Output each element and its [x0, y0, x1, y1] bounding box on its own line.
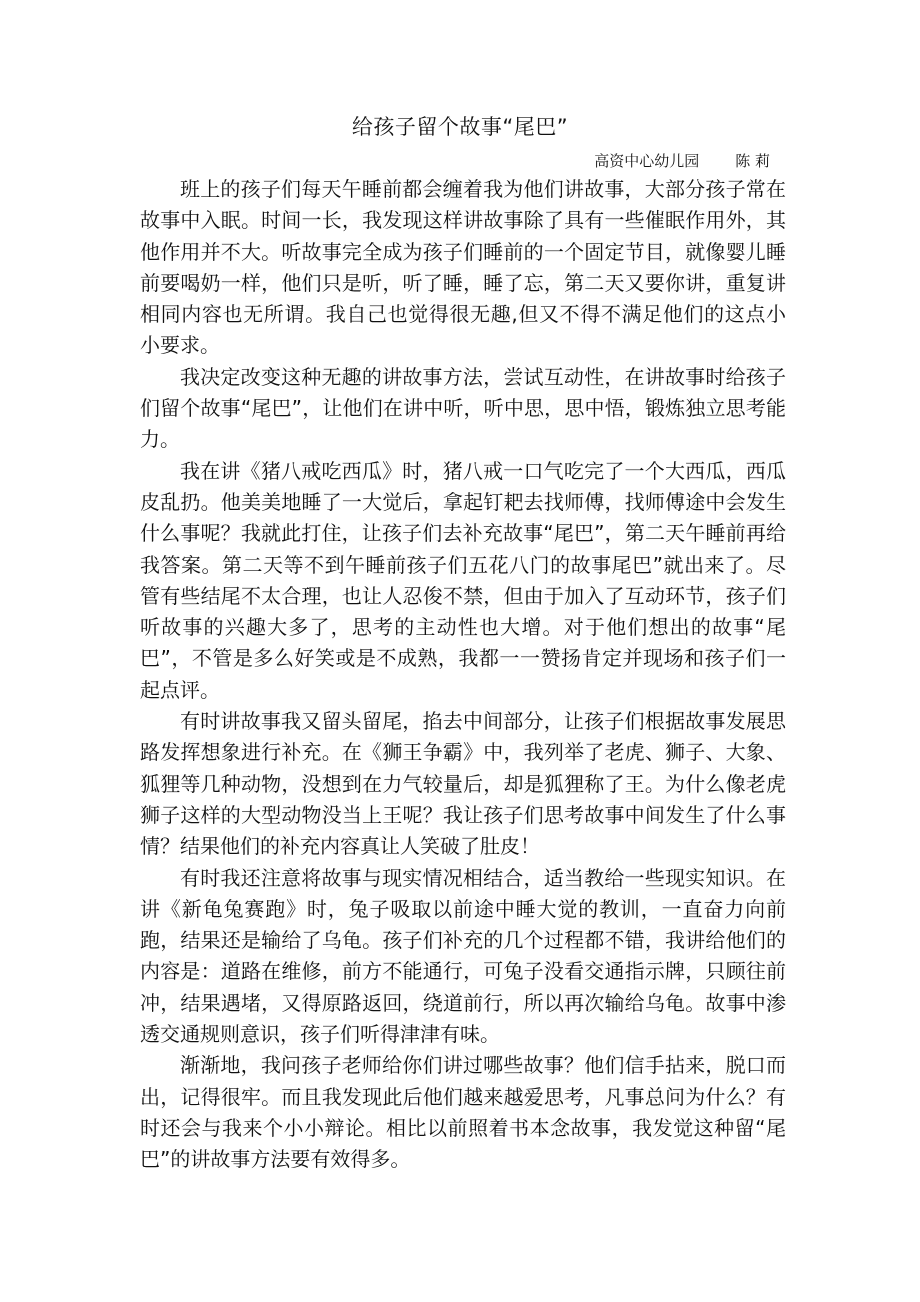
document-title: 给孩子留个故事“尾巴”: [351, 115, 569, 139]
paragraph: 我在讲《猪八戒吃西瓜》时，猪八戒一口气吃完了一个大西瓜，西瓜皮乱扔。他美美地睡了一大觉后，拿起钉耙去找师傅，找师傅途中会发生什么事呢？我就此打住，让孩子们去补充故事“尾巴”，第二天午睡前再给我答案。第二天等不到午睡前孩子们五花八门的故事尾巴”就出来了。尽管有些结尾不太合理，也让人忍俊不禁，但由于加入了互动环节，孩子们听故事的兴趣大多了，思考的主动性也大增。对于他们想出的故事“尾巴”，不管是多么好笑或是不成熟，我都一一赞扬肯定并现场和孩子们一起点评。: [140, 458, 786, 702]
byline-organization: 高资中心幼儿园: [594, 152, 700, 170]
paragraph: 渐渐地，我问孩子老师给你们讲过哪些故事？他们信手拈来，脱口而出，记得很牢。而且我发现此后他们越来越爱思考，凡事总问为什么？有时还会与我来个小小辩论。相比以前照着书本念故事，我发觉这种留“尾巴”的讲故事方法要有效得多。: [140, 1053, 786, 1172]
byline: [0, 150, 770, 172]
paragraph: 有时讲故事我又留头留尾，掐去中间部分，让孩子们根据故事发展思路发挥想象进行补充。在《狮王争霸》中，我列举了老虎、狮子、大象、狐狸等几种动物，没想到在力气较量后，却是狐狸称了王。为什么像老虎狮子这样的大型动物没当上王呢？我让孩子们思考故事中间发生了什么事情？结果他们的补充内容真让人笑破了肚皮！: [140, 709, 786, 859]
paragraph: 有时我还注意将故事与现实情况相结合，适当教给一些现实知识。在讲《新龟兔赛跑》时，兔子吸取以前途中睡大觉的教训，一直奋力向前跑，结果还是输给了乌龟。孩子们补充的几个过程都不错，我讲给他们的内容是：道路在维修，前方不能通行，可兔子没看交通指示牌，只顾往前冲，结果遇堵，又得原路返回，绕道前行，所以再次输给乌龟。故事中渗透交通规则意识，孩子们听得津津有味。: [140, 865, 786, 1047]
paragraph: 班上的孩子们每天午睡前都会缠着我为他们讲故事，大部分孩子常在故事中入眠。时间一长，我发现这样讲故事除了具有一些催眠作用外，其他作用并不大。听故事完全成为孩子们睡前的一个固定节目，就像婴儿睡前要喝奶一样，他们只是听，听了睡，睡了忘，第二天又要你讲，重复讲相同内容也无所谓。我自己也觉得很无趣,但又不得不满足他们的这点小小要求。: [140, 177, 786, 358]
article-body: [140, 174, 786, 1176]
paragraph: 我决定改变这种无趣的讲故事方法，尝试互动性，在讲故事时给孩子们留个故事“尾巴”，让他们在讲中听，听中思，思中悟，锻炼独立思考能力。: [140, 364, 786, 452]
byline-author: 陈 莉: [735, 152, 770, 170]
